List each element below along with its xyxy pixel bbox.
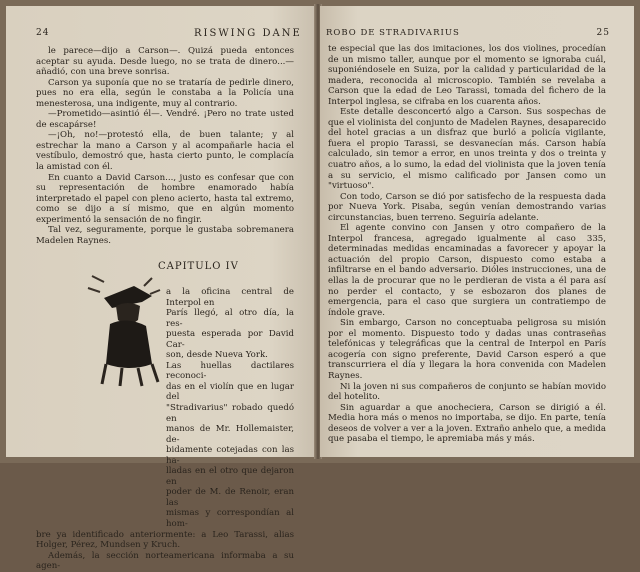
chapter-heading: CAPITULO IV: [158, 261, 239, 272]
indented-line: "Stradivarius" robado quedó en: [166, 403, 294, 424]
paragraph: Este detalle desconcertó algo a Carson. Sus sospechas de que el violinista del conjunto de Madelen Raynes, desaparecido del hotel gracias a un disfraz que burló a policía vigilante, fuera el propio Tarassi, se desvanecían más. Carson había calculado, sin temor a error, en unos treinta y dos o treinta y cuatro años, a lo sumo, la edad del violinista que la joven tenía a su servicio, el mismo calificado por Jansen como un "virtuoso".: [328, 107, 606, 192]
paragraph: Ni la joven ni sus compañeros de conjunto se habían movido del hotelito.: [328, 381, 606, 403]
left-top-text: [36, 46, 294, 246]
indented-line: poder de M. de Renoir, eran las: [166, 487, 294, 508]
indented-line: lladas en el otro que dejaron en: [166, 466, 294, 487]
paragraph: Sin aguardar a que anocheciera, Carson se dirigió a él. Media hora más o menos no importaba, se dijo. En parte, tenía deseos de volver a ver a la joven. Extraño anhelo que, a medida que pasaba el tiempo, le apremiaba más y más.: [328, 402, 606, 445]
left-bottom-text: [36, 287, 294, 572]
indented-line: son, desde Nueva York.: [166, 350, 268, 361]
indented-line: a la oficina central de Interpol en: [166, 287, 294, 308]
left-page: [6, 6, 316, 572]
paragraph: —¡Oh, no!—protestó ella, de buen talante; y al estrechar la mano a Carson y al acompañarle hacia el vestíbulo, demostró que, hasta cierto punto, le complacía la amistad con él.: [36, 130, 294, 173]
page-number: 25: [596, 28, 610, 38]
running-title: RISWING DANE: [194, 28, 302, 39]
paragraph: te especial que las dos imitaciones, los dos violines, procedían de un mismo taller, aunque por el momento se ignoraba cuál, suponiéndosele en Suiza, por la calidad y particularidad de la madera, reconocida al microscopio. También se revelaba a Carson que la edad de Leo Tarassi, tomada del fichero de la Interpol inglesa, se cifraba en los cuarenta años.: [328, 44, 606, 107]
indented-line: puesta esperada por David Car-: [166, 329, 294, 350]
running-title: ROBO DE STRADIVARIUS: [326, 28, 460, 38]
indented-line: mismas y correspondían al hom-: [166, 508, 294, 530]
paragraph: bre ya identificado anteriormente: a Leo Tarassi, alias Holger, Pérez, Mundsen y Kruch.: [36, 529, 294, 551]
indented-line: bidamente cotejadas con las ha-: [166, 445, 294, 466]
right-text: [328, 44, 606, 445]
right-page: [320, 6, 634, 457]
page-number: 24: [36, 28, 50, 38]
paragraph: Tal vez, seguramente, porque le gustaba sobremanera Madelen Raynes.: [36, 225, 294, 246]
paragraph: Carson ya suponía que no se trataría de pedirle dinero, pues no era ella, según le constaba a la Policía una menesterosa, una indigente, muy al contrario.: [36, 77, 294, 109]
paragraph: Sin embargo, Carson no conceptuaba peligrosa su misión por el momento. Dispuesto todo y dadas unas contraseñas telefónicas y telegráficas que la central de Interpol en París acogería con signo preferente, David Carson esperó a que transcurriera el día y llegara la hora convenida con Madelen Raynes.: [328, 318, 606, 381]
paragraph: Con todo, Carson se dió por satisfecho de la respuesta dada por Nueva York. Pisaba, según venían demostrando varias circunstancias, buen terreno. Seguiría adelante.: [328, 191, 606, 223]
indented-line: Las huellas dactilares reconoci-: [166, 360, 294, 382]
indented-line: das en el violín que en lugar del: [166, 381, 294, 403]
paragraph: le parece—dijo a Carson—. Quizá pueda entonces aceptar su ayuda. Desde luego, no se trata de dinero...—añadió, con una breve sonrisa.: [36, 46, 294, 78]
paragraph: Además, la sección norteamericana informaba a su agen-: [36, 550, 294, 572]
indented-line: manos de Mr. Hollemaister, de-: [166, 424, 294, 445]
paragraph: —Prometido—asintió él—. Vendré. ¡Pero no trate usted de escapárse!: [36, 109, 294, 130]
paragraph: En cuanto a David Carson..., justo es confesar que con su representación de hombre enamorado había interpretado el papel con pleno acierto, hasta tal extremo, como se dijo a sí mismo, que en algún momento experimentó la sensación de no fingir.: [36, 172, 294, 225]
paragraph: El agente convino con Jansen y otro compañero de la Interpol francesa, agregado igualmente al caso 335, determinadas medidas encaminadas a favorecer y apoyar la actuación del propio Carson, dispuesto como estaba a infiltrarse en el bando adversario. Dióles instrucciones, una de ellas la de procurar que no le perdieran de vista a él para así no perder el contacto, y se esbozaron dos planes de emergencia, para el caso que surgiera un contratiempo de índole grave.: [328, 223, 606, 318]
indented-line: París llegó, al otro día, la res-: [166, 308, 294, 329]
